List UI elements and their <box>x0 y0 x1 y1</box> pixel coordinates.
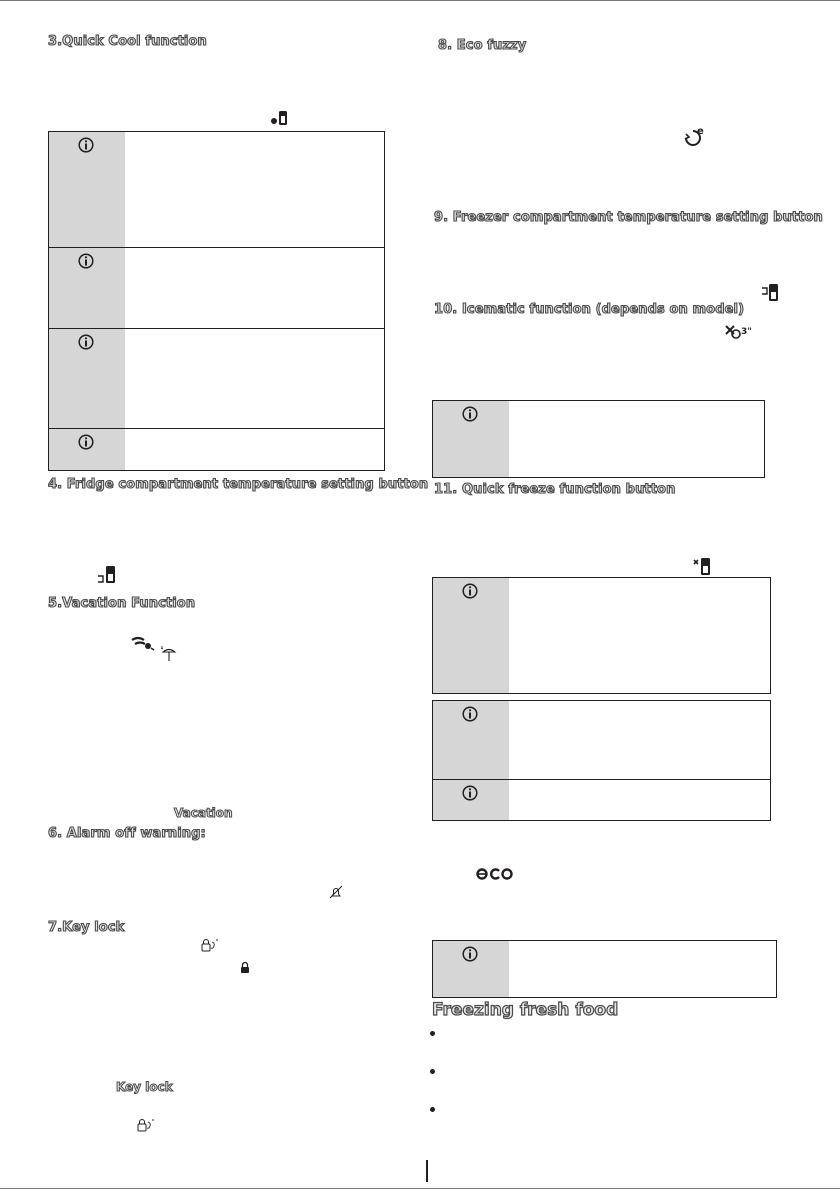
bullet <box>430 1069 435 1074</box>
heading-freezing-fresh-food: Freezing fresh food <box>432 1000 619 1020</box>
svg-text:e: e <box>697 126 704 137</box>
key-lock-icon <box>136 1118 156 1132</box>
alarm-off-icon <box>328 884 344 900</box>
key-lock-icon <box>200 938 220 952</box>
freezer-temperature-icon <box>760 282 782 304</box>
crop-mark <box>0 1188 840 1189</box>
info-box <box>432 400 765 478</box>
heading-fridge-temp: 4. Fridge compartment temperature setting button <box>48 477 429 492</box>
info-box <box>432 577 771 694</box>
heading-alarm-off: 6. Alarm off warning: <box>48 826 206 841</box>
info-icon <box>462 406 478 422</box>
heading-icematic: 10. Icematic function (depends on model) <box>434 302 745 317</box>
info-box <box>48 428 385 471</box>
heading-vacation: 5.Vacation Function <box>48 596 196 611</box>
heading-quick-freeze: 11. Quick freeze function button <box>434 482 676 497</box>
fridge-temperature-icon <box>96 564 120 586</box>
eco-icon <box>476 866 514 882</box>
quick-cool-icon <box>270 108 290 128</box>
crop-mark <box>0 0 840 1</box>
info-icon <box>78 253 94 269</box>
quick-freeze-icon <box>692 556 714 578</box>
svg-text:3": 3" <box>741 327 752 337</box>
info-box <box>432 700 771 780</box>
heading-freezer-temp: 9. Freezer compartment temperature setting button <box>434 210 823 225</box>
info-icon <box>462 785 478 801</box>
info-box <box>48 247 385 329</box>
vacation-label: Vacation <box>174 806 233 820</box>
vacation-icon <box>160 646 180 662</box>
key-lock-label: Key lock <box>116 1080 173 1094</box>
bullet <box>430 1107 435 1112</box>
info-box <box>432 940 777 998</box>
page-divider <box>426 1160 428 1182</box>
padlock-icon <box>240 962 250 974</box>
info-box <box>48 131 385 248</box>
heading-eco-fuzzy: 8. Eco fuzzy <box>438 38 527 53</box>
heading-key-lock: 7.Key lock <box>48 920 125 935</box>
info-box <box>432 779 771 821</box>
info-icon <box>462 706 478 722</box>
vacation-icon <box>130 636 156 652</box>
heading-quick-cool: 3.Quick Cool function <box>48 34 207 49</box>
info-icon <box>462 583 478 599</box>
bullet <box>430 1031 435 1036</box>
info-icon <box>78 334 94 350</box>
info-icon <box>462 946 478 962</box>
info-icon <box>78 137 94 153</box>
info-icon <box>78 434 94 450</box>
eco-fuzzy-icon <box>682 126 706 150</box>
icematic-icon <box>722 322 752 342</box>
info-box <box>48 328 385 429</box>
